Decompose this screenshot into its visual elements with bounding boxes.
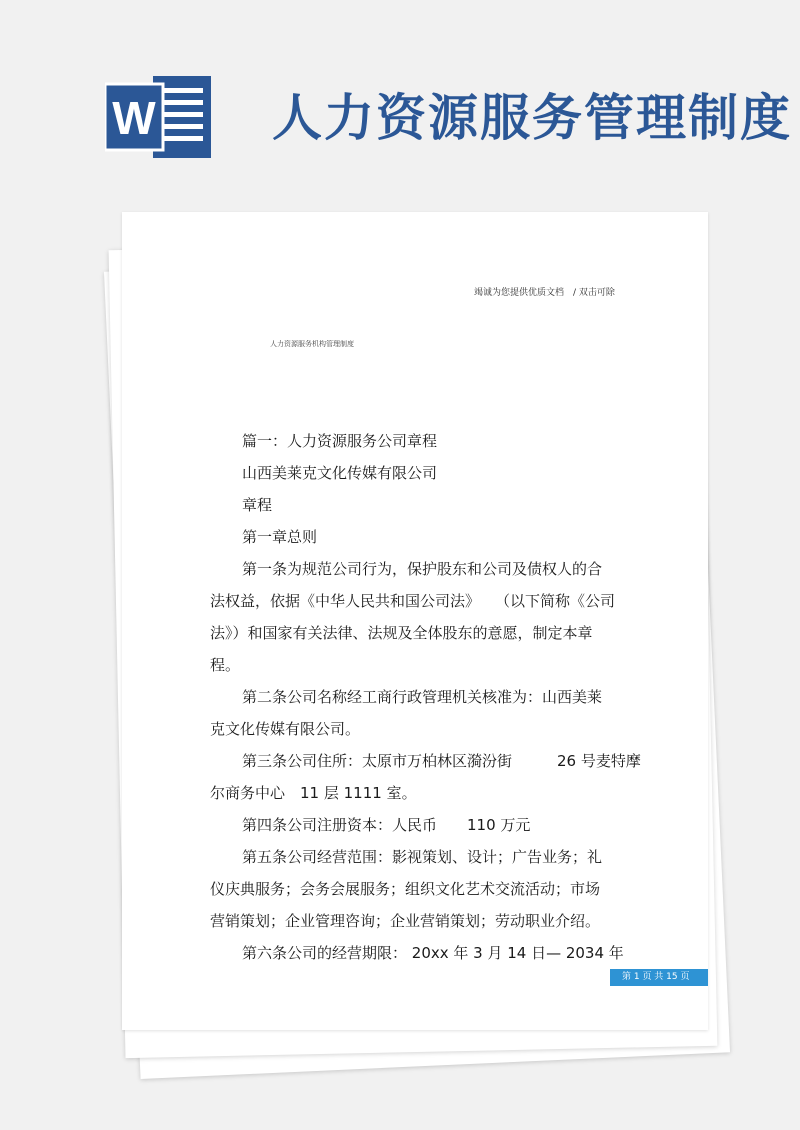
paragraph-line: 仪庆典服务；会务会展服务；组织文化艺术交流活动；市场 <box>210 880 601 898</box>
document-label: 人力资源服务机构管理制度 <box>270 340 354 348</box>
paragraph-line: 章程 <box>242 496 273 514</box>
paragraph-line: 第三条公司住所：太原市万柏林区漪汾街 26 号麦特摩 <box>242 752 641 770</box>
paragraph-line: 克文化传媒有限公司。 <box>210 720 361 738</box>
paragraph-line: 第五条公司经营范围：影视策划、设计；广告业务；礼 <box>242 848 603 866</box>
document-body <box>210 425 641 969</box>
paragraph-line: 尔商务中心 11 层 1111 室。 <box>210 784 417 802</box>
page-indicator: 第 1 页 共 15 页 <box>610 969 708 986</box>
paragraph-line: 法》）和国家有关法律、法规及全体股东的意愿，制定本章 <box>210 624 593 642</box>
paragraph-line: 程。 <box>210 656 241 674</box>
paragraph-line: 营销策划；企业管理咨询；企业营销策划；劳动职业介绍。 <box>210 912 601 930</box>
paragraph-line: 第二条公司名称经工商行政管理机关核准为：山西美莱 <box>242 688 603 706</box>
svg-text:W: W <box>112 92 156 144</box>
paragraph-line: 第一章总则 <box>242 528 318 546</box>
paragraph-line: 第一条为规范公司行为，保护股东和公司及债权人的合 <box>242 560 603 578</box>
header-note-delete: / 双击可除 <box>573 288 615 298</box>
paragraph-line: 山西美莱克文化传媒有限公司 <box>242 464 438 482</box>
document-page <box>122 212 708 1030</box>
paragraph-line: 第四条公司注册资本：人民币 110 万元 <box>242 816 531 834</box>
header-note: 竭诚为您提供优质文档 <box>474 288 565 298</box>
paragraph-line: 第六条公司的经营期限： 20xx 年 3 月 14 日— 2034 年 <box>242 944 624 962</box>
word-document-icon <box>105 72 215 162</box>
paragraph-line: 篇一：人力资源服务公司章程 <box>242 432 438 450</box>
paragraph-line: 法权益，依据《中华人民共和国公司法》 （以下简称《公司 <box>210 592 616 610</box>
page-title: 人力资源服务管理制度 <box>272 89 792 147</box>
